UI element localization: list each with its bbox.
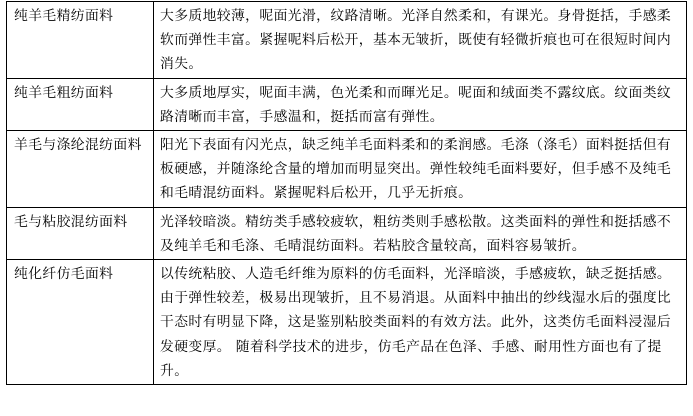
fabric-description-cell: 大多质地较薄，呢面光滑，纹路清晰。光泽自然柔和，有课光。身骨挺括，手感柔软而弹性丰富。紧握呢料后松开，基本无皱折，既使有轻微折痕也可在很短时间内消失。	[154, 2, 687, 79]
fabric-description-cell: 以传统粘胶、人造毛纤维为原料的仿毛面料，光泽暗淡，手感疲软，缺乏挺括感。由于弹性较差，极易出现皱折，且不易消退。从面料中抽出的纱线湿水后的强度比干态时有明显下降，这是鉴别粘胶类面料的有效方法。此外，这类仿毛面料浸湿后发硬变厚。 随着科学技术的进步，仿毛产品在色泽、手感、耐用性方面也有了提升。	[154, 260, 687, 385]
table-row	[7, 207, 687, 259]
fabric-name-cell: 毛与粘胶混纺面料	[7, 207, 154, 259]
fabric-name-cell: 纯羊毛精纺面料	[7, 2, 154, 79]
fabric-description-cell: 光泽较暗淡。精纺类手感较疲软，粗纺类则手感松散。这类面料的弹性和挺括感不及纯羊毛和毛涤、毛晴混纺面料。若粘胶含量较高，面料容易皱折。	[154, 207, 687, 259]
fabric-description-cell: 大多质地厚实，呢面丰满，色光柔和而暉光足。呢面和绒面类不露纹底。纹面类纹路清晰而丰富，手感温和，挺括而富有弹性。	[154, 78, 687, 130]
table-row	[7, 260, 687, 385]
fabric-comparison-table	[6, 1, 687, 385]
table-row	[7, 78, 687, 130]
fabric-name-cell: 纯羊毛粗纺面料	[7, 78, 154, 130]
table-row	[7, 2, 687, 79]
fabric-description-cell: 阳光下表面有闪光点，缺乏纯羊毛面料柔和的柔润感。毛涤（涤毛）面料挺括但有板硬感，并随涤纶含量的增加而明显突出。弹性较纯毛面料要好，但手感不及纯毛和毛晴混纺面料。紧握呢料后松开，几乎无折痕。	[154, 131, 687, 208]
fabric-name-cell: 羊毛与涤纶混纺面料	[7, 131, 154, 208]
table-row	[7, 131, 687, 208]
fabric-name-cell: 纯化纤仿毛面料	[7, 260, 154, 385]
